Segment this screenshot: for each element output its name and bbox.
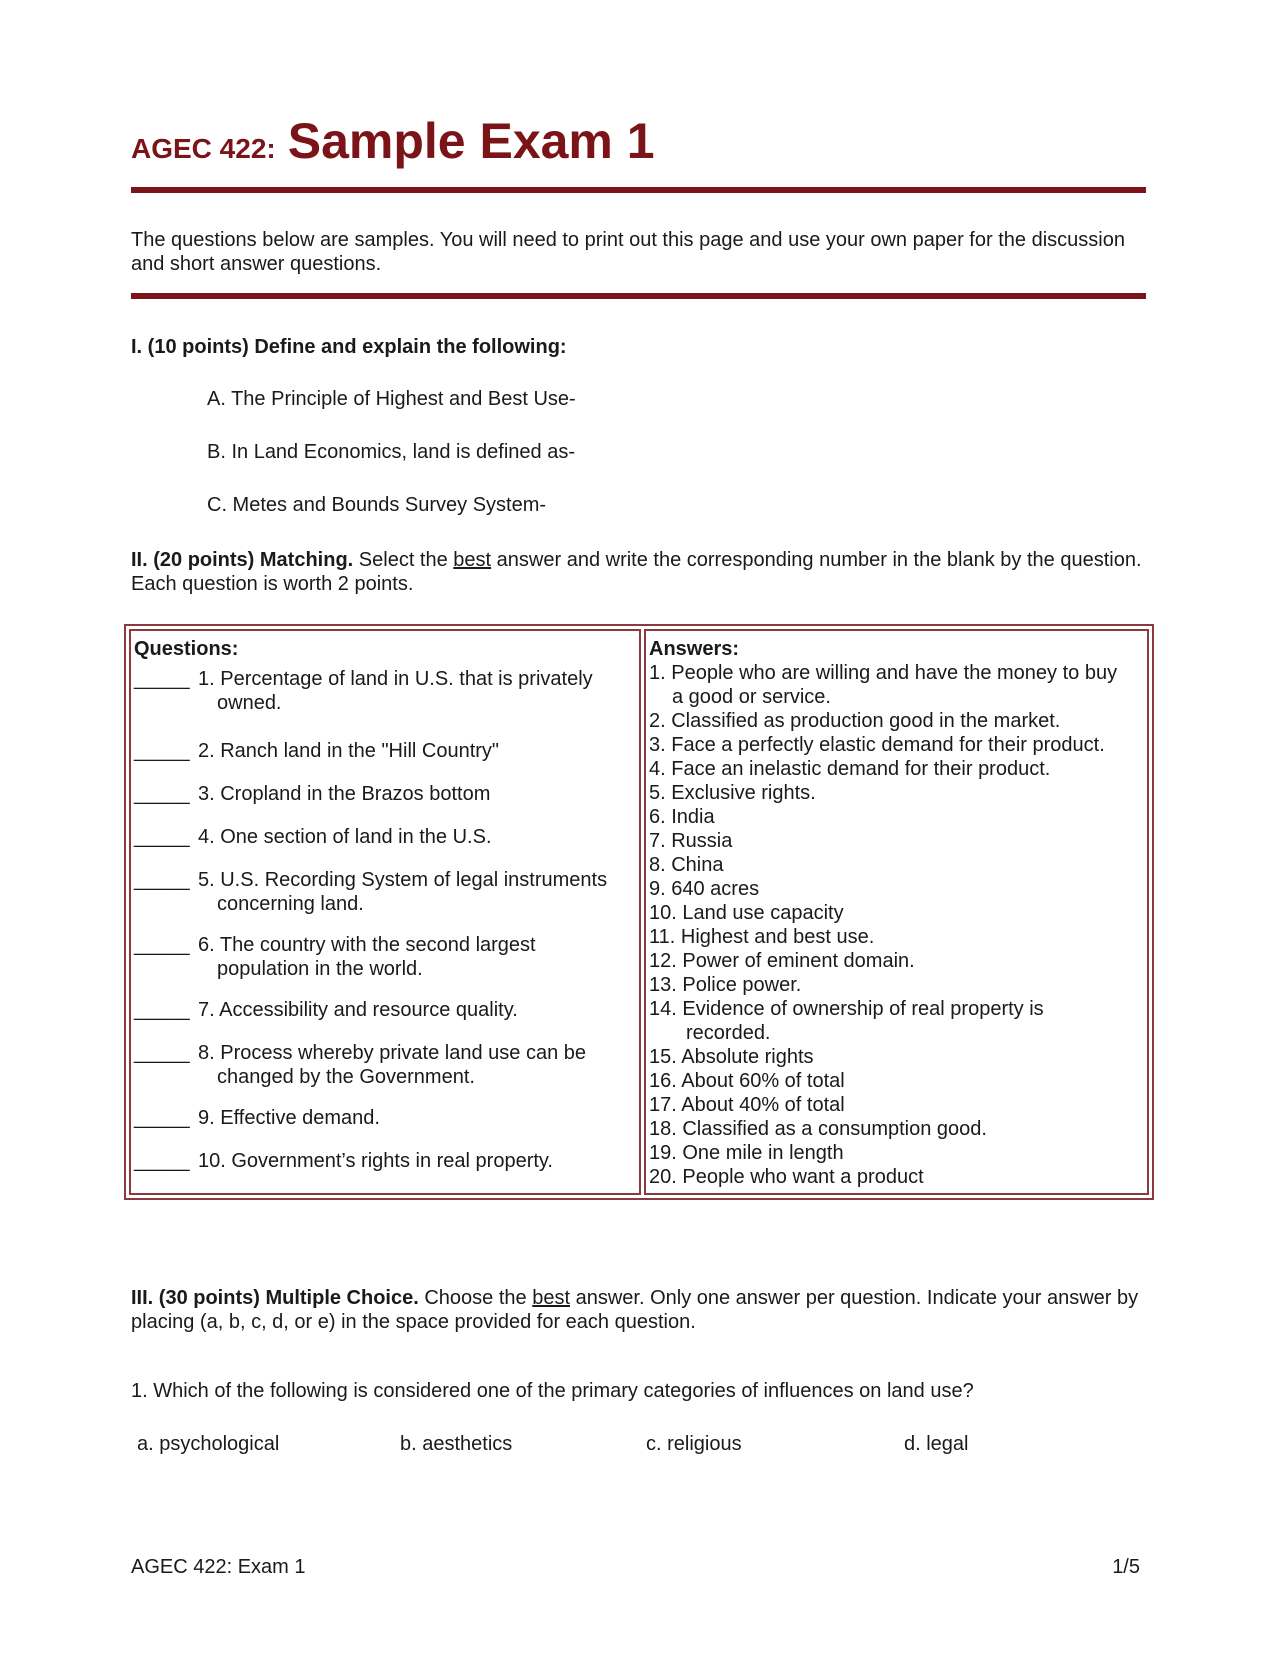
answer-blank[interactable]: _____ <box>134 826 190 848</box>
answer-item <box>649 949 1145 973</box>
answer-item <box>649 877 1145 901</box>
section2-heading-text: Select the <box>353 549 454 571</box>
answer-line: a good or service. <box>672 686 831 708</box>
answer-blank[interactable]: _____ <box>134 934 190 956</box>
section3-heading <box>131 1286 1151 1334</box>
section3-heading-text: answer. Only one answer per question. Indicate your answer by placing (a, b, c, d, or e) in the space provided for each question. <box>131 1287 1139 1333</box>
answer-item <box>649 925 1145 949</box>
question-line: 3. Cropland in the Brazos bottom <box>198 783 491 805</box>
answer-item <box>649 973 1145 997</box>
question-item <box>134 1106 634 1130</box>
section3-heading-bold: III. (30 points) Multiple Choice. <box>131 1287 419 1309</box>
definition-item: A. The Principle of Highest and Best Use- <box>207 388 576 410</box>
answer-item <box>649 757 1145 781</box>
section2-heading <box>131 548 1151 596</box>
answer-line: 2. Classified as production good in the market. <box>649 710 1061 732</box>
question-item <box>134 825 634 849</box>
answer-line: 15. Absolute rights <box>649 1046 814 1068</box>
answers-header: Answers: <box>649 638 740 660</box>
mc-choice: c. religious <box>646 1433 742 1455</box>
question-text <box>198 825 634 849</box>
answer-item <box>649 1117 1145 1141</box>
answer-line: 12. Power of eminent domain. <box>649 950 915 972</box>
section2-heading-underline: best <box>453 549 492 571</box>
answer-line: 18. Classified as a consumption good. <box>649 1118 987 1140</box>
question-line: 9. Effective demand. <box>198 1107 380 1129</box>
answer-blank[interactable]: _____ <box>134 783 190 805</box>
question-line: 5. U.S. Recording System of legal instruments <box>198 869 608 891</box>
answer-line: 16. About 60% of total <box>649 1070 845 1092</box>
questions-column <box>129 629 641 1195</box>
divider <box>131 293 1146 299</box>
question-line: 2. Ranch land in the "Hill Country" <box>198 740 500 762</box>
mc-question: 1. Which of the following is considered one of the primary categories of influences on land use? <box>131 1380 974 1402</box>
answer-item <box>649 1141 1145 1165</box>
definition-item: B. In Land Economics, land is defined as- <box>207 441 575 463</box>
answer-line: 8. China <box>649 854 724 876</box>
answer-item <box>649 805 1145 829</box>
section3-heading-underline: best <box>532 1287 571 1309</box>
definition-item: C. Metes and Bounds Survey System- <box>207 494 547 516</box>
answer-item <box>649 661 1145 709</box>
answer-line: 13. Police power. <box>649 974 802 996</box>
answer-blank[interactable]: _____ <box>134 740 190 762</box>
answer-line: 20. People who want a product <box>649 1166 924 1188</box>
answer-item <box>649 781 1145 805</box>
answer-item <box>649 853 1145 877</box>
answer-item <box>649 1045 1145 1069</box>
question-line: 10. Government’s rights in real property. <box>198 1150 553 1172</box>
answer-item <box>649 829 1145 853</box>
answer-item <box>649 901 1145 925</box>
answer-line: 17. About 40% of total <box>649 1094 845 1116</box>
exam-title: Sample Exam 1 <box>287 113 655 169</box>
question-item <box>134 933 634 980</box>
question-text <box>198 667 634 715</box>
divider <box>131 187 1146 193</box>
question-text <box>198 1149 634 1173</box>
answer-blank[interactable]: _____ <box>134 668 190 690</box>
question-line: 4. One section of land in the U.S. <box>198 826 492 848</box>
answer-line: 7. Russia <box>649 830 733 852</box>
question-text <box>198 868 634 916</box>
question-item <box>134 1149 634 1173</box>
question-text <box>198 739 634 763</box>
answer-line: 3. Face a perfectly elastic demand for their product. <box>649 734 1105 756</box>
question-line: changed by the Government. <box>217 1066 475 1088</box>
mc-choice: d. legal <box>904 1433 969 1455</box>
answer-item <box>649 709 1145 733</box>
mc-choice: a. psychological <box>137 1433 280 1455</box>
question-item <box>134 782 634 806</box>
question-item <box>134 739 634 763</box>
answer-line: 19. One mile in length <box>649 1142 844 1164</box>
intro-text: The questions below are samples. You will need to print out this page and use your own paper for the discussion and short answer questions. <box>131 229 1125 275</box>
question-line: 8. Process whereby private land use can be <box>198 1042 586 1064</box>
answer-item <box>649 1069 1145 1093</box>
answers-column <box>644 629 1149 1195</box>
answer-item <box>649 1093 1145 1117</box>
question-text <box>198 1041 634 1089</box>
answer-line: recorded. <box>686 1022 771 1044</box>
answer-item <box>649 733 1145 757</box>
question-text <box>198 782 634 806</box>
footer-page-number: 1/5 <box>1112 1556 1140 1578</box>
question-item <box>134 998 634 1022</box>
answer-item <box>649 1165 1145 1189</box>
section1-heading: I. (10 points) Define and explain the following: <box>131 336 567 358</box>
answers-list <box>649 661 1145 1189</box>
question-text <box>198 1106 634 1130</box>
section2-heading-bold: II. (20 points) Matching. <box>131 549 354 571</box>
question-item <box>134 868 634 915</box>
question-text <box>198 998 634 1022</box>
answer-line: 6. India <box>649 806 715 828</box>
answer-blank[interactable]: _____ <box>134 1150 190 1172</box>
answer-line: 9. 640 acres <box>649 878 760 900</box>
question-line: 1. Percentage of land in U.S. that is privately <box>198 668 593 690</box>
matching-table <box>124 624 1154 1200</box>
answer-blank[interactable]: _____ <box>134 1107 190 1129</box>
answer-line: 4. Face an inelastic demand for their product. <box>649 758 1051 780</box>
course-code: AGEC 422: <box>131 133 276 164</box>
answer-line: 14. Evidence of ownership of real property is <box>649 998 1044 1020</box>
question-item <box>134 1041 634 1088</box>
question-text <box>198 933 634 981</box>
mc-choice: b. aesthetics <box>400 1433 513 1455</box>
section2-heading-text: answer and write the corresponding number in the blank by the question. Each question is worth 2 points. <box>131 549 1142 595</box>
questions-header: Questions: <box>134 638 239 660</box>
footer-course: AGEC 422: Exam 1 <box>131 1556 306 1578</box>
question-item <box>134 667 634 714</box>
answer-line: 5. Exclusive rights. <box>649 782 816 804</box>
question-line: 6. The country with the second largest <box>198 934 536 956</box>
answer-blank[interactable]: _____ <box>134 1042 190 1064</box>
answer-blank[interactable]: _____ <box>134 999 190 1021</box>
answer-blank[interactable]: _____ <box>134 869 190 891</box>
answer-line: 11. Highest and best use. <box>649 926 875 948</box>
question-line: population in the world. <box>217 958 423 980</box>
question-line: concerning land. <box>217 893 364 915</box>
question-line: owned. <box>217 692 282 714</box>
page-title <box>131 112 655 170</box>
section3-heading-text: Choose the <box>418 1287 533 1309</box>
answer-item <box>649 997 1145 1045</box>
question-line: 7. Accessibility and resource quality. <box>198 999 518 1021</box>
answer-line: 10. Land use capacity <box>649 902 844 924</box>
answer-line: 1. People who are willing and have the money to buy <box>649 662 1118 684</box>
